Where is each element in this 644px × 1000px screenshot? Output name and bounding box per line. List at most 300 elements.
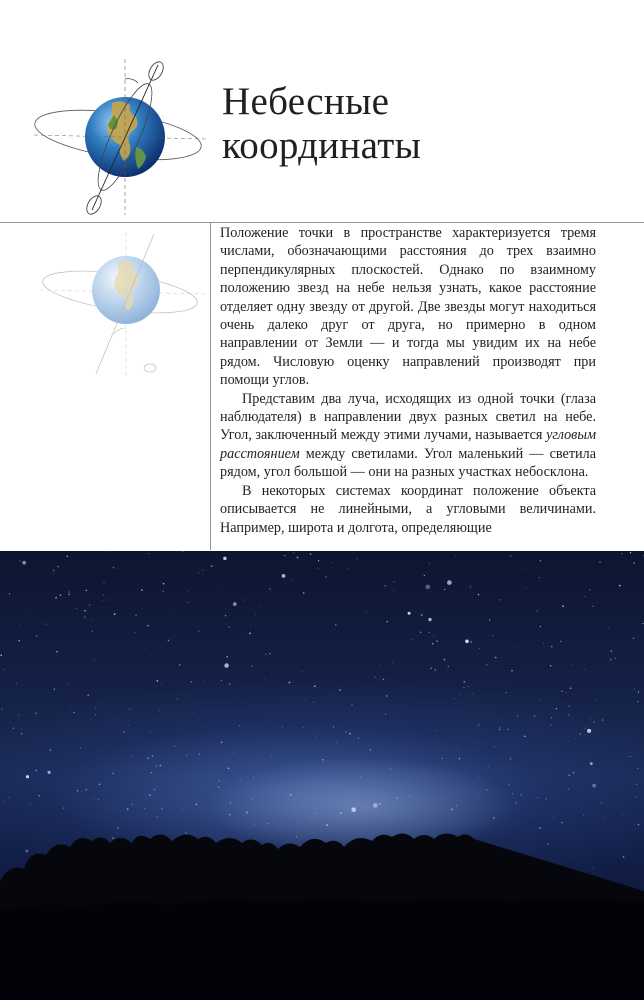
star [428,632,429,633]
star [269,653,270,654]
star [568,774,570,776]
star [69,591,70,592]
star [390,768,391,769]
star [161,683,162,684]
star [252,666,253,667]
star [159,710,160,711]
star [98,799,99,800]
star [195,803,197,805]
star [637,768,638,769]
star [315,736,316,737]
star [193,712,194,713]
star [545,798,547,800]
star [351,807,356,812]
star [132,804,133,805]
star [260,605,261,606]
star [534,715,536,717]
star [472,693,473,694]
star [204,681,205,682]
star [89,604,90,605]
star [177,699,178,700]
star [92,631,93,632]
star [221,741,223,743]
star [455,555,456,556]
star [360,776,361,777]
star [114,613,116,615]
star [107,600,108,601]
star [269,588,270,589]
star [154,789,155,790]
star [264,678,265,679]
star [522,570,523,571]
star [634,689,635,690]
star [66,700,67,701]
star [30,802,31,803]
star [174,746,175,747]
star [601,802,602,803]
star [80,556,81,557]
star [303,592,305,594]
star [55,597,57,599]
star [129,709,130,710]
star [211,565,213,567]
star [26,775,29,778]
star [297,822,298,823]
star [444,659,446,661]
star [560,641,561,642]
star [85,789,87,791]
star [479,648,480,649]
star [499,729,500,730]
star [113,567,115,569]
star [218,780,220,782]
star [543,643,544,644]
star [60,594,62,596]
star [170,612,171,613]
star [239,725,240,726]
star [636,784,637,785]
star [0,654,2,656]
star [229,814,230,815]
faded-earth-globe-icon [38,232,208,380]
star [50,749,52,751]
star [550,665,552,667]
star [572,664,573,665]
star [393,662,394,663]
page-title [222,80,421,168]
star [20,624,21,625]
star [383,679,384,680]
star [152,755,154,757]
star [554,676,555,677]
star [377,769,378,770]
star [428,618,431,621]
star [551,717,552,718]
star [537,797,538,798]
star [602,719,604,721]
star [303,671,304,672]
star [358,738,359,739]
star [21,733,22,734]
earth-globe-with-axis-icon [30,55,210,220]
star [150,655,151,656]
star [488,766,489,767]
star [93,620,94,621]
star [68,594,70,596]
star [499,599,501,601]
star [623,856,625,858]
star [9,797,10,798]
star [386,695,387,696]
star [454,698,455,699]
star [94,798,95,799]
star [435,730,436,731]
star [459,695,460,696]
star [569,706,570,707]
star [471,641,472,642]
star [643,555,644,556]
star [333,726,334,727]
star [157,816,158,817]
star [188,591,189,592]
star [241,637,242,638]
body-text [220,224,596,537]
star [20,561,21,562]
star [149,731,150,732]
star [297,557,299,559]
star [570,687,571,688]
star [84,616,85,617]
star [147,757,149,759]
star [478,724,479,725]
star [224,663,229,668]
star [396,797,397,798]
star [67,684,68,685]
star [379,803,381,805]
star [621,553,622,554]
star [465,639,469,643]
star [635,797,636,798]
star [573,772,574,773]
star [252,798,253,799]
star [349,733,350,734]
star [489,619,490,620]
star [103,594,104,595]
star [63,808,64,809]
star [250,626,251,627]
star [421,614,422,615]
star [536,610,538,612]
star [384,585,386,587]
star [36,770,38,772]
star [610,659,611,660]
star [486,789,487,790]
star [168,640,170,642]
star [385,714,386,715]
star [102,600,103,601]
star [74,712,75,713]
star [456,805,457,806]
star [568,789,569,790]
star [117,827,118,828]
star [637,701,638,702]
star [524,736,526,738]
star [53,570,55,572]
star [22,561,26,565]
star [512,793,513,794]
milky-way-photo [0,551,644,1000]
star [357,558,358,559]
star [53,573,54,574]
paragraph-1: Положение точки в пространстве характеризуется тремя числами, обозначающими расстояния до трех взаимно перпендикулярных плоскостей. Однако по взаимному положению звезд на небе нельзя узнать, какое расстояние отделяет одну звезду от другой. Две звезды могут находиться очень далеко друг от друга, но примерно в одном направлении от Земли — и тогда мы увидим их на небе рядом. Числовую оценку направлений производят при помощи углов. [220,225,596,389]
star [56,651,57,652]
star [607,580,608,581]
star [97,750,98,751]
star [421,553,422,554]
star [599,561,601,563]
star [339,689,341,691]
star [393,581,394,582]
star [444,589,445,590]
star [424,575,425,576]
star [589,589,590,590]
star [127,808,129,810]
star [585,596,586,597]
star [510,758,512,760]
star [76,608,77,609]
star [547,844,549,846]
horizontal-divider [0,222,644,223]
star [532,755,533,756]
star [122,765,123,766]
star [592,784,596,788]
star [470,787,471,788]
star [494,746,495,747]
star [229,683,231,685]
star [265,654,266,655]
star [551,646,553,648]
star [561,822,563,824]
star [314,685,316,687]
star [479,777,480,778]
star [459,758,461,760]
paragraph-2 [220,390,596,482]
star [557,693,558,694]
star [507,729,508,730]
star [95,708,96,709]
star [451,809,453,811]
star [562,605,564,607]
star [553,817,554,818]
star [433,636,434,637]
star [30,804,31,805]
star [318,568,319,569]
star [336,742,337,743]
star [296,836,297,837]
star [539,827,541,829]
star [76,613,77,614]
star [633,638,635,640]
star [80,812,81,813]
star [87,694,89,696]
star [1,709,2,710]
star [393,590,394,591]
star [486,664,487,665]
star [447,580,452,585]
star [526,587,527,588]
star [593,721,595,723]
star [606,600,607,601]
star [331,693,332,694]
star [429,563,430,564]
star [409,796,410,797]
star [448,666,450,668]
star [199,753,200,754]
night-sky-illustration [0,551,644,1000]
star [124,731,125,732]
star [345,731,346,732]
star [566,693,567,694]
star [191,681,193,683]
star [506,692,508,694]
star [183,808,184,809]
star [387,621,388,622]
star [233,753,234,754]
star [161,808,162,809]
star [147,625,149,627]
star [380,665,381,666]
star [335,624,337,626]
star [340,812,342,814]
star [436,640,438,642]
star [54,688,55,689]
star [36,635,37,636]
star [202,570,203,571]
star [13,727,15,729]
star [143,637,144,638]
star [456,745,457,746]
star [223,557,227,561]
star [310,553,312,555]
star [226,656,228,658]
star [351,704,352,705]
star [592,606,593,607]
star [57,566,58,567]
star [156,680,158,682]
star [442,758,443,759]
star [228,626,230,628]
star [387,560,388,561]
star [254,824,255,825]
star [16,683,17,684]
star [563,740,564,741]
star [517,715,518,716]
star [117,832,118,833]
star [57,702,58,703]
star [25,614,26,615]
star [289,682,291,684]
star [608,758,609,759]
star [595,699,596,700]
star [464,687,465,688]
star [290,794,292,796]
star [84,610,86,612]
star [464,681,465,682]
star [403,631,404,632]
star [366,612,367,613]
star [470,586,472,588]
star [493,817,495,819]
star [539,699,540,700]
star [303,727,304,728]
star [18,640,19,641]
star [630,552,631,553]
star [243,600,244,601]
star [255,614,256,615]
star [575,738,576,739]
star [608,628,609,629]
star [82,791,83,792]
stars [0,551,643,881]
star [117,568,118,569]
star [86,590,88,592]
star [163,583,165,585]
star [206,643,207,644]
star [135,614,136,615]
star [478,594,480,596]
star [165,755,166,756]
star [99,784,100,785]
star [253,777,254,778]
star [633,562,635,564]
star [198,572,199,573]
star [218,585,219,586]
star [313,702,314,703]
star [568,714,569,715]
star [141,589,143,591]
star [90,799,91,800]
star [510,556,511,557]
star [348,568,349,569]
star [95,714,96,715]
star [149,794,151,796]
star [513,646,514,647]
star [94,659,95,660]
star [244,580,245,581]
star [322,759,324,761]
star [240,780,241,781]
star [508,784,509,785]
forest-ground [0,898,644,1000]
star [249,633,251,635]
star [539,577,540,578]
star [331,562,332,563]
star [590,762,593,765]
star [25,850,28,853]
star [48,771,51,774]
star [233,602,237,606]
star [112,837,113,838]
star [318,560,319,561]
star [611,651,612,652]
star [435,669,437,671]
star [131,755,132,756]
star [45,624,46,625]
star [144,808,145,809]
star [282,726,283,727]
star [70,708,71,709]
star [604,818,605,819]
